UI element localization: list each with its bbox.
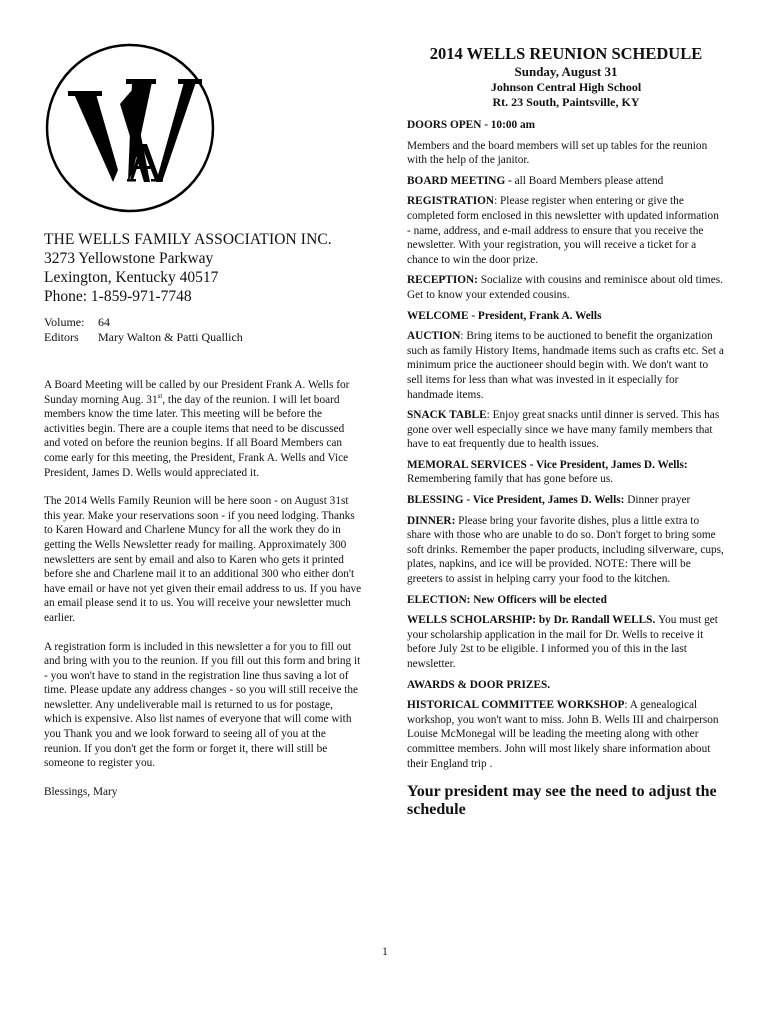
schedule-final-note: Your president may see the need to adjust the schedule <box>407 783 717 819</box>
schedule-item <box>407 458 725 487</box>
schedule-item-heading: BLESSING - Vice President, James D. Wells: <box>407 494 628 507</box>
schedule-item <box>407 493 725 508</box>
wells-association-logo <box>44 42 216 214</box>
schedule-item <box>407 139 725 168</box>
schedule-item <box>407 408 725 452</box>
schedule-date: Sunday, August 31 <box>514 64 618 79</box>
schedule-item-heading: SNACK TABLE <box>407 409 487 422</box>
schedule-item <box>407 613 725 671</box>
schedule-item <box>407 273 725 302</box>
schedule-item-text: You must get your scholarship application in the mail for Dr. Wells to receive it before July 2st to be eligible. I informed you of this in the last newsletter. <box>407 614 718 670</box>
schedule-item <box>407 329 725 402</box>
volume-editors <box>44 315 243 344</box>
schedule-item-text: Please bring your favorite dishes, plus a little extra to share with those who are unable to do so. Don't forget to bring some soft drinks. Remember the paper products, including silverware, cups, plates, napkins, and ice will be provided. NOTE: There will be greeters to assist in helping carry your food to the kitchen. <box>407 514 724 586</box>
volume-label: Volume: <box>44 315 85 329</box>
volume-value: 64 <box>98 315 110 329</box>
schedule-item <box>407 194 725 267</box>
schedule-item-heading: MEMORAL SERVICES - Vice President, James D. Wells: <box>407 458 688 471</box>
paragraph-registration-form: A registration form is included in this newsletter a for you to fill out and bring with you to the reunion. If you fill out this form and bring it - you won't have to stand in the registration line thus saving a lot of time. Please update any address changes - so you will still receive the newsletter. Any undeliverable mail is returned to us for postage, which is expensive. Also list names of everyone that will come with you Thank you and we look forward to seeing all of you at the reunion. If you don't get the form or forget it, there will still be someone to register you. <box>44 640 361 770</box>
schedule-item-heading: AWARDS & DOOR PRIZES. <box>407 678 551 691</box>
schedule-venue: Johnson Central High School <box>490 80 642 94</box>
schedule-items <box>407 118 725 771</box>
association-phone: Phone: 1-859-971-7748 <box>44 288 192 305</box>
schedule-item-text: Dinner prayer <box>627 494 691 507</box>
schedule-item-text: Remembering family that has gone before us. <box>407 473 614 486</box>
editors-label: Editors <box>44 329 79 344</box>
schedule-item <box>407 309 725 324</box>
paragraph-reunion: The 2014 Wells Family Reunion will be here soon - on August 31st this year. Make your reservations soon - if you need lodging. Thanks to Karen Howard and Charlene Muncy for all the work they do in getting the Wells Newsletter ready for mailing. Approximately 300 newsletters are sent by email and also to Karen who gets it printed before she and Charlene mail it to an additional 300 who either don't have email or have not yet given their email address to us. If you have an email please send it to us. You will receive your newsletter much earlier. <box>44 495 362 624</box>
schedule-item-text: : Enjoy great snacks until dinner is served. This has gone over well especially since we have many family members that have to eat frequently due to health issues. <box>407 409 720 451</box>
schedule-item <box>407 514 725 587</box>
schedule-item-heading: AUCTION <box>407 330 461 343</box>
editors-value: Mary Walton & Patti Quallich <box>98 329 243 344</box>
reunion-schedule <box>407 44 725 819</box>
paragraph-text: , the day of the reunion. I will let board members know the time later. This meeting will be before the activities begin. There are a couple items that need to be discussed and voted on before the reunion begins. If all Board Members can come early for this meeting, the President, Frank A. Wells and Vice President, James D. Wells would appreciated it. <box>44 393 349 479</box>
schedule-item-heading: DINNER: <box>407 514 459 527</box>
paragraph-text: A Board Meeting will be called by our President Frank A. Wells for Sunday morning Aug. 31 <box>44 379 350 406</box>
association-city: Lexington, Kentucky 40517 <box>44 269 219 286</box>
schedule-item-text: Members and the board members will set up tables for the reunion with the help of the janitor. <box>407 139 708 167</box>
schedule-item-heading: BOARD MEETING - <box>407 174 515 187</box>
schedule-item <box>407 698 725 771</box>
schedule-title: 2014 WELLS REUNION SCHEDULE <box>429 44 703 63</box>
schedule-header <box>407 44 725 109</box>
schedule-item <box>407 593 725 608</box>
schedule-item-heading: WELLS SCHOLARSHIP: by Dr. Randall WELLS. <box>407 614 659 627</box>
schedule-item-text: : Bring items to be auctioned to benefit the organization such as family History Items, handmade items such as crafts etc. Set a minimum price the auctioneer should begin with. We don't want to sell items for less than what was invested in it especially for handmade items. <box>407 330 724 401</box>
schedule-item-text: : A genealogical workshop, you won't want to miss. John B. Wells III and chairperson Louise McMonegal will be leading the meeting along with other committee members. John will most likely share information about their England trip . <box>407 699 719 770</box>
schedule-item-text: Socialize with cousins and reminisce about old times. Get to know your extended cousins. <box>407 274 723 301</box>
page-number: 1 <box>382 946 388 958</box>
association-info <box>44 230 374 306</box>
schedule-item-text: all Board Members please attend <box>514 174 664 187</box>
schedule-item-text: : Please register when entering or give the completed form enclosed in this newsletter with updated information - name, address, and e-mail address to ensure that you receive the newsletter. With your registration, you will receive a ticket for a chance to win the door prize. <box>407 195 719 266</box>
schedule-item <box>407 174 725 189</box>
schedule-item-heading: RECEPTION: <box>407 274 481 287</box>
association-name: THE WELLS FAMILY ASSOCIATION INC. <box>44 231 332 248</box>
schedule-address: Rt. 23 South, Paintsville, KY <box>492 94 640 109</box>
schedule-item <box>407 678 725 693</box>
schedule-item-heading: HISTORICAL COMMITTEE WORKSHOP <box>407 699 625 712</box>
schedule-item-heading: DOORS OPEN - 10:00 am <box>407 119 536 131</box>
schedule-item <box>407 118 725 133</box>
schedule-item-heading: WELCOME - President, Frank A. Wells <box>407 309 602 322</box>
association-street: 3273 Yellowstone Parkway <box>44 250 214 267</box>
schedule-item-heading: REGISTRATION <box>407 195 495 208</box>
schedule-item-heading: ELECTION: New Officers will be elected <box>407 593 607 606</box>
paragraph-board-meeting <box>44 378 362 480</box>
signature-line: Blessings, Mary <box>44 786 118 799</box>
superscript: st <box>157 391 163 400</box>
left-column-letter <box>44 378 362 815</box>
